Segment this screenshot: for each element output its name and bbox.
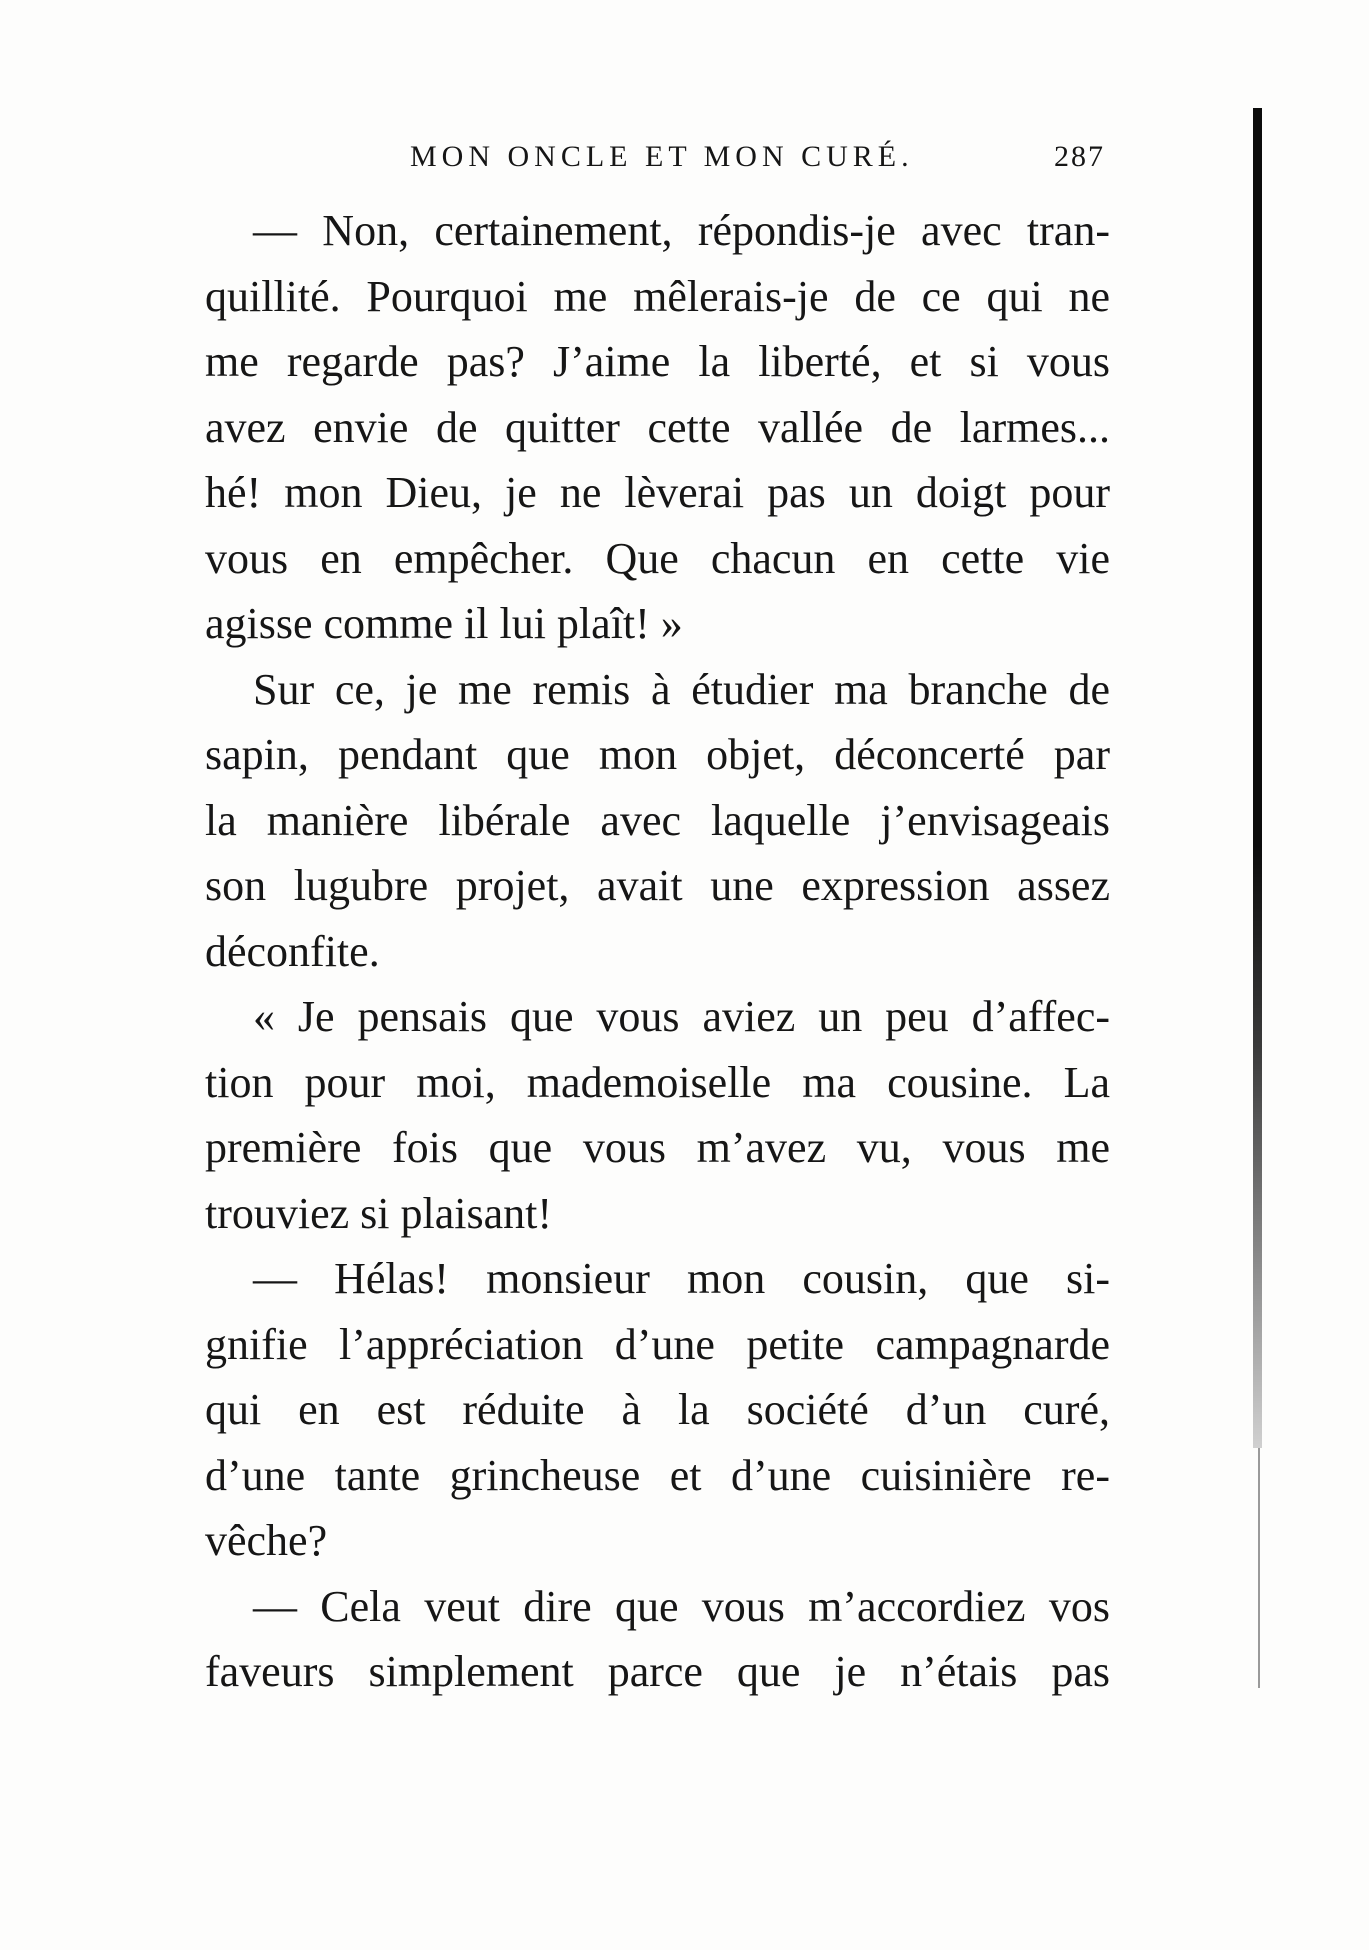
text-line: Sur ce, je me remis à étudier ma branche de: [253, 664, 1110, 714]
text-line: gnifie l’appréciation d’une petite campagnarde: [205, 1319, 1110, 1369]
text-line: déconfite.: [205, 926, 380, 976]
page-edge-line: [1258, 1448, 1260, 1688]
text-line: d’une tante grincheuse et d’une cuisinière re-: [205, 1450, 1110, 1500]
page-header: [205, 140, 1105, 180]
text-line: me regarde pas? J’aime la liberté, et si vous: [205, 337, 1110, 386]
text-line: première fois que vous m’avez vu, vous me: [205, 1123, 1110, 1172]
text-line: son lugubre projet, avait une expression assez: [205, 861, 1110, 910]
text-line: la manière libérale avec laquelle j’envisageais: [205, 795, 1110, 845]
text-line: — Cela veut dire que vous m’accordiez vos: [253, 1581, 1110, 1631]
text-line: — Hélas! monsieur mon cousin, que si-: [253, 1254, 1110, 1303]
text-line: « Je pensais que vous aviez un peu d’affec-: [253, 992, 1110, 1041]
text-line: — Non, certainement, répondis-je avec tran-: [253, 206, 1110, 255]
body-text: [205, 198, 1110, 1705]
text-line: qui en est réduite à la société d’un curé,: [205, 1385, 1110, 1434]
text-line: vêche?: [205, 1516, 328, 1565]
running-title: MON ONCLE ET MON CURÉ.: [410, 140, 914, 173]
text-line: sapin, pendant que mon objet, déconcerté par: [205, 730, 1110, 779]
page-edge-shadow: [1253, 108, 1262, 1448]
text-line: faveurs simplement parce que je n’étais pas: [205, 1647, 1110, 1696]
text-line: hé! mon Dieu, je ne lèverai pas un doigt pour: [205, 468, 1110, 517]
page-number: 287: [1054, 140, 1105, 173]
text-line: tion pour moi, mademoiselle ma cousine. La: [205, 1057, 1110, 1107]
text-line: trouviez si plaisant!: [205, 1188, 553, 1238]
text-line: agisse comme il lui plaît! »: [205, 599, 683, 648]
text-line: quillité. Pourquoi me mêlerais-je de ce qui ne: [205, 271, 1110, 321]
text-line: vous en empêcher. Que chacun en cette vie: [205, 533, 1110, 583]
text-line: avez envie de quitter cette vallée de larmes...: [205, 402, 1110, 452]
